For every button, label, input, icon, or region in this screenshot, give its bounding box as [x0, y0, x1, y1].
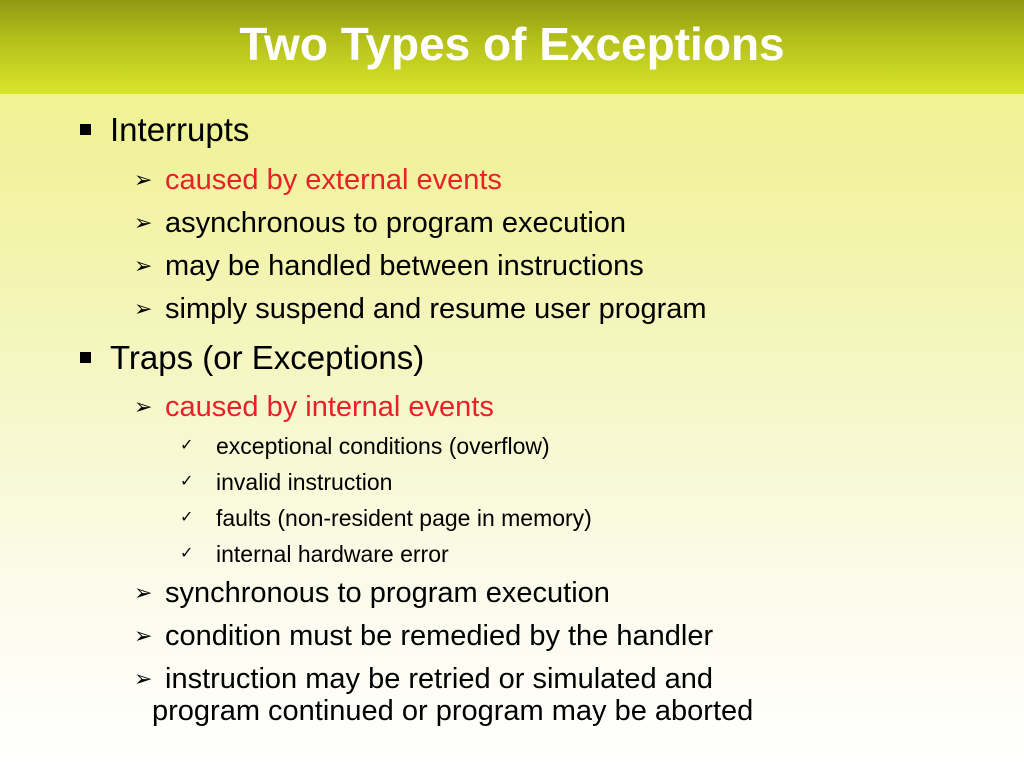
slide-title: Two Types of Exceptions	[239, 18, 785, 70]
checkmark-bullet-icon: ✓	[180, 509, 194, 526]
list-item: asynchronous to program execution	[165, 207, 627, 239]
list-item: may be handled between instructions	[165, 250, 644, 282]
section-heading-traps: Traps (or Exceptions)	[110, 339, 425, 376]
sub-list-item: internal hardware error	[216, 541, 449, 567]
list-item: caused by external events	[165, 164, 502, 196]
list-item: caused by internal events	[165, 391, 494, 423]
arrow-bullet-icon: ➢	[134, 623, 153, 648]
sub-list-item: exceptional conditions (overflow)	[216, 433, 550, 459]
arrow-bullet-icon: ➢	[134, 394, 153, 419]
arrow-bullet-icon: ➢	[134, 666, 153, 691]
section-heading-interrupts: Interrupts	[110, 111, 250, 148]
sub-list-item: faults (non-resident page in memory)	[216, 505, 592, 531]
square-bullet-icon	[80, 352, 91, 363]
arrow-bullet-icon: ➢	[134, 210, 153, 235]
list-item: synchronous to program execution	[165, 577, 610, 609]
list-item: simply suspend and resume user program	[165, 293, 707, 325]
checkmark-bullet-icon: ✓	[180, 473, 194, 490]
arrow-bullet-icon: ➢	[134, 580, 153, 605]
list-item-continuation: program continued or program may be aborted	[152, 695, 754, 727]
checkmark-bullet-icon: ✓	[180, 545, 194, 562]
list-item: condition must be remedied by the handler	[165, 620, 714, 652]
arrow-bullet-icon: ➢	[134, 296, 153, 321]
arrow-bullet-icon: ➢	[134, 167, 153, 192]
square-bullet-icon	[80, 124, 91, 135]
checkmark-bullet-icon: ✓	[180, 437, 194, 454]
sub-list-item: invalid instruction	[216, 469, 393, 495]
list-item: instruction may be retried or simulated and	[165, 663, 714, 695]
arrow-bullet-icon: ➢	[134, 253, 153, 278]
